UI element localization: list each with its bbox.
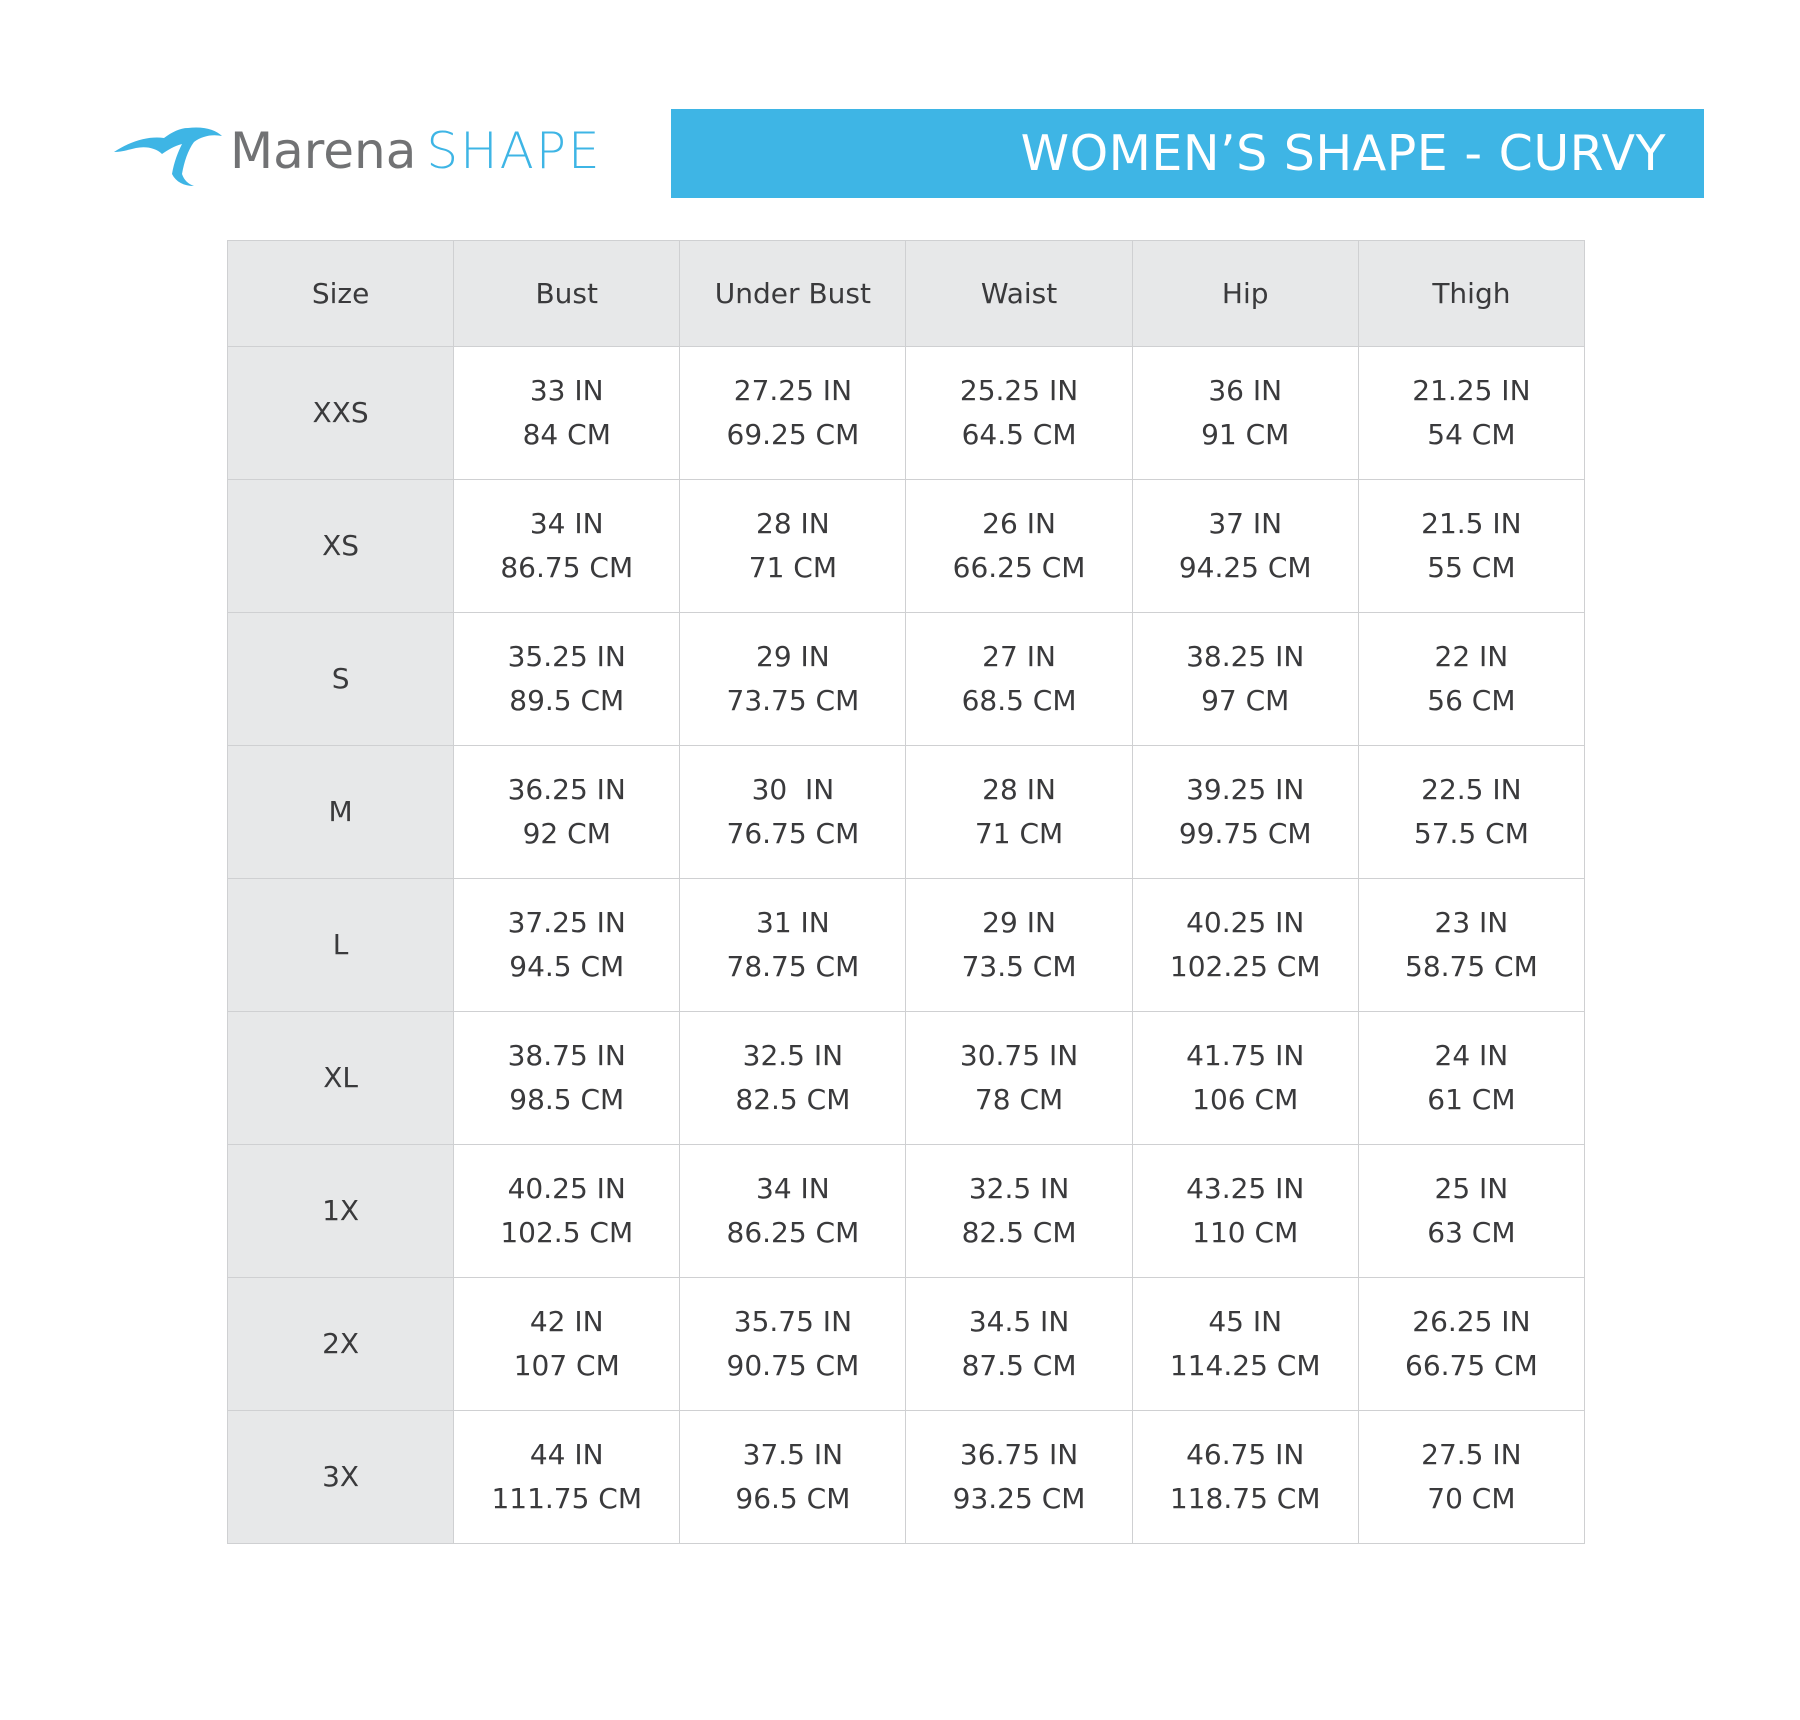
measurement-inches: 24 IN xyxy=(1434,1039,1509,1072)
measurement-cell-bust xyxy=(454,480,680,613)
measurement-cell-under-bust xyxy=(680,1278,906,1411)
column-header-size: Size xyxy=(228,241,454,347)
measurement-inches: 40.25 IN xyxy=(1186,906,1305,939)
measurement-inches: 39.25 IN xyxy=(1186,773,1305,806)
measurement-centimeters: 102.25 CM xyxy=(1169,950,1321,983)
measurement-centimeters: 76.75 CM xyxy=(726,817,860,850)
measurement-centimeters: 71 CM xyxy=(974,817,1064,850)
header-row xyxy=(228,241,1585,347)
measurement-centimeters: 58.75 CM xyxy=(1405,950,1538,983)
measurement-centimeters: 56 CM xyxy=(1427,684,1516,717)
column-header-bust: Bust xyxy=(454,241,680,347)
measurement-cell-waist xyxy=(906,347,1132,480)
column-header-under-bust: Under Bust xyxy=(680,241,906,347)
measurement-inches: 41.75 IN xyxy=(1186,1039,1305,1072)
measurement-cell-bust xyxy=(454,1411,680,1544)
measurement-cell-under-bust xyxy=(680,1411,906,1544)
table-row xyxy=(228,746,1585,879)
measurement-inches: 22 IN xyxy=(1434,640,1509,673)
measurement-inches: 42 IN xyxy=(529,1305,604,1338)
measurement-cell-thigh xyxy=(1358,347,1584,480)
measurement-cell-bust xyxy=(454,347,680,480)
measurement-cell-waist xyxy=(906,879,1132,1012)
measurement-inches: 32.5 IN xyxy=(742,1039,844,1072)
measurement-cell-waist xyxy=(906,1145,1132,1278)
measurement-cell-under-bust xyxy=(680,480,906,613)
measurement-centimeters: 73.5 CM xyxy=(961,950,1077,983)
measurement-inches: 37 IN xyxy=(1208,507,1283,540)
measurement-centimeters: 107 CM xyxy=(513,1349,620,1382)
brand-name-marena: Marena xyxy=(230,122,417,180)
measurement-cell-thigh xyxy=(1358,746,1584,879)
measurement-inches: 25.25 IN xyxy=(959,374,1079,407)
table-row xyxy=(228,1278,1585,1411)
measurement-centimeters: 91 CM xyxy=(1201,418,1290,451)
measurement-inches: 27 IN xyxy=(982,640,1056,673)
column-header-hip: Hip xyxy=(1132,241,1358,347)
measurement-centimeters: 106 CM xyxy=(1192,1083,1299,1116)
measurement-cell-bust xyxy=(454,1145,680,1278)
page-title: WOMEN’S SHAPE - CURVY xyxy=(1020,125,1666,182)
measurement-cell-hip xyxy=(1132,613,1358,746)
measurement-inches: 29 IN xyxy=(982,906,1056,939)
measurement-cell-thigh xyxy=(1358,879,1584,1012)
title-banner xyxy=(671,109,1704,198)
measurement-centimeters: 90.75 CM xyxy=(726,1349,860,1382)
measurement-inches: 38.25 IN xyxy=(1186,640,1305,673)
measurement-inches: 45 IN xyxy=(1208,1305,1283,1338)
table-header xyxy=(228,241,1585,347)
measurement-centimeters: 57.5 CM xyxy=(1413,817,1529,850)
measurement-cell-under-bust xyxy=(680,1012,906,1145)
measurement-inches: 28 IN xyxy=(756,507,830,540)
measurement-inches: 37.25 IN xyxy=(507,906,626,939)
measurement-cell-waist xyxy=(906,480,1132,613)
measurement-cell-under-bust xyxy=(680,1145,906,1278)
measurement-centimeters: 82.5 CM xyxy=(961,1216,1077,1249)
measurement-cell-thigh xyxy=(1358,1278,1584,1411)
measurement-cell-hip xyxy=(1132,480,1358,613)
measurement-inches: 46.75 IN xyxy=(1186,1438,1305,1471)
measurement-cell-bust xyxy=(454,1278,680,1411)
table-row xyxy=(228,480,1585,613)
size-label-cell: 2X xyxy=(228,1278,454,1411)
measurement-centimeters: 110 CM xyxy=(1192,1216,1299,1249)
measurement-centimeters: 66.25 CM xyxy=(952,551,1086,584)
measurement-inches: 40.25 IN xyxy=(507,1172,626,1205)
measurement-cell-thigh xyxy=(1358,1012,1584,1145)
table-row xyxy=(228,613,1585,746)
measurement-inches: 30.75 IN xyxy=(959,1039,1079,1072)
measurement-cell-under-bust xyxy=(680,347,906,480)
measurement-inches: 25 IN xyxy=(1434,1172,1509,1205)
measurement-centimeters: 99.75 CM xyxy=(1178,817,1312,850)
measurement-inches: 22.5 IN xyxy=(1421,773,1522,806)
measurement-centimeters: 55 CM xyxy=(1427,551,1516,584)
measurement-inches: 33 IN xyxy=(529,374,604,407)
measurement-centimeters: 94.25 CM xyxy=(1178,551,1312,584)
measurement-inches: 30 IN xyxy=(751,773,835,806)
measurement-centimeters: 78 CM xyxy=(974,1083,1064,1116)
measurement-inches: 21.25 IN xyxy=(1412,374,1531,407)
measurement-centimeters: 114.25 CM xyxy=(1169,1349,1321,1382)
measurement-cell-waist xyxy=(906,613,1132,746)
measurement-centimeters: 54 CM xyxy=(1427,418,1516,451)
measurement-centimeters: 82.5 CM xyxy=(735,1083,851,1116)
measurement-inches: 36.75 IN xyxy=(959,1438,1079,1471)
measurement-cell-hip xyxy=(1132,1145,1358,1278)
measurement-cell-hip xyxy=(1132,1012,1358,1145)
table-row xyxy=(228,1145,1585,1278)
table-row xyxy=(228,1411,1585,1544)
measurement-inches: 32.5 IN xyxy=(968,1172,1070,1205)
measurement-inches: 35.75 IN xyxy=(733,1305,853,1338)
measurement-inches: 26.25 IN xyxy=(1412,1305,1531,1338)
size-label-cell: 1X xyxy=(228,1145,454,1278)
measurement-cell-thigh xyxy=(1358,1411,1584,1544)
measurement-centimeters: 86.75 CM xyxy=(500,551,634,584)
table-row xyxy=(228,879,1585,1012)
measurement-inches: 34 IN xyxy=(756,1172,830,1205)
measurement-inches: 35.25 IN xyxy=(507,640,626,673)
measurement-inches: 36.25 IN xyxy=(507,773,626,806)
measurement-centimeters: 118.75 CM xyxy=(1169,1482,1321,1515)
table-row xyxy=(228,347,1585,480)
column-header-thigh: Thigh xyxy=(1358,241,1584,347)
measurement-cell-hip xyxy=(1132,746,1358,879)
measurement-cell-thigh xyxy=(1358,613,1584,746)
measurement-cell-under-bust xyxy=(680,613,906,746)
table-row xyxy=(228,1012,1585,1145)
measurement-centimeters: 71 CM xyxy=(748,551,838,584)
measurement-centimeters: 97 CM xyxy=(1201,684,1290,717)
measurement-inches: 44 IN xyxy=(529,1438,604,1471)
measurement-centimeters: 70 CM xyxy=(1427,1482,1516,1515)
measurement-inches: 31 IN xyxy=(756,906,830,939)
measurement-centimeters: 98.5 CM xyxy=(509,1083,625,1116)
size-label-cell: XXS xyxy=(228,347,454,480)
measurement-inches: 37.5 IN xyxy=(742,1438,844,1471)
measurement-cell-hip xyxy=(1132,879,1358,1012)
measurement-centimeters: 66.75 CM xyxy=(1405,1349,1538,1382)
column-header-waist: Waist xyxy=(906,241,1132,347)
measurement-cell-waist xyxy=(906,746,1132,879)
measurement-inches: 34 IN xyxy=(529,507,604,540)
measurement-cell-waist xyxy=(906,1012,1132,1145)
measurement-centimeters: 73.75 CM xyxy=(726,684,860,717)
brand-logo xyxy=(112,116,632,196)
measurement-centimeters: 69.25 CM xyxy=(726,418,860,451)
measurement-inches: 34.5 IN xyxy=(968,1305,1070,1338)
measurement-centimeters: 87.5 CM xyxy=(961,1349,1077,1382)
measurement-cell-hip xyxy=(1132,347,1358,480)
measurement-centimeters: 86.25 CM xyxy=(726,1216,860,1249)
measurement-cell-waist xyxy=(906,1278,1132,1411)
measurement-inches: 21.5 IN xyxy=(1421,507,1522,540)
measurement-centimeters: 94.5 CM xyxy=(509,950,625,983)
table-body xyxy=(228,347,1585,1544)
measurement-cell-hip xyxy=(1132,1278,1358,1411)
measurement-centimeters: 111.75 CM xyxy=(491,1482,643,1515)
measurement-inches: 27.25 IN xyxy=(733,374,853,407)
measurement-inches: 28 IN xyxy=(982,773,1056,806)
measurement-inches: 26 IN xyxy=(982,507,1056,540)
measurement-cell-under-bust xyxy=(680,746,906,879)
measurement-cell-bust xyxy=(454,613,680,746)
measurement-cell-bust xyxy=(454,1012,680,1145)
size-label-cell: XS xyxy=(228,480,454,613)
brand-name-shape: SHAPE xyxy=(426,122,602,180)
size-label-cell: XL xyxy=(228,1012,454,1145)
measurement-inches: 29 IN xyxy=(756,640,830,673)
measurement-centimeters: 89.5 CM xyxy=(509,684,625,717)
measurement-cell-under-bust xyxy=(680,879,906,1012)
marena-wave-m-icon xyxy=(112,122,224,188)
measurement-cell-waist xyxy=(906,1411,1132,1544)
size-label-cell: L xyxy=(228,879,454,1012)
measurement-inches: 27.5 IN xyxy=(1421,1438,1522,1471)
measurement-centimeters: 92 CM xyxy=(522,817,611,850)
measurement-cell-bust xyxy=(454,879,680,1012)
measurement-centimeters: 96.5 CM xyxy=(735,1482,851,1515)
brand-wordmark xyxy=(230,116,602,186)
size-label-cell: S xyxy=(228,613,454,746)
measurement-inches: 23 IN xyxy=(1434,906,1509,939)
size-label-cell: M xyxy=(228,746,454,879)
size-label-cell: 3X xyxy=(228,1411,454,1544)
measurement-cell-bust xyxy=(454,746,680,879)
measurement-inches: 43.25 IN xyxy=(1186,1172,1305,1205)
measurement-centimeters: 68.5 CM xyxy=(961,684,1077,717)
measurement-centimeters: 78.75 CM xyxy=(726,950,860,983)
measurement-cell-thigh xyxy=(1358,480,1584,613)
measurement-centimeters: 84 CM xyxy=(522,418,611,451)
measurement-inches: 36 IN xyxy=(1208,374,1283,407)
measurement-cell-hip xyxy=(1132,1411,1358,1544)
measurement-centimeters: 63 CM xyxy=(1427,1216,1516,1249)
measurement-centimeters: 102.5 CM xyxy=(500,1216,634,1249)
size-chart-table xyxy=(227,240,1585,1544)
measurement-centimeters: 93.25 CM xyxy=(952,1482,1086,1515)
measurement-cell-thigh xyxy=(1358,1145,1584,1278)
measurement-inches: 38.75 IN xyxy=(507,1039,626,1072)
measurement-centimeters: 61 CM xyxy=(1427,1083,1516,1116)
measurement-centimeters: 64.5 CM xyxy=(961,418,1077,451)
